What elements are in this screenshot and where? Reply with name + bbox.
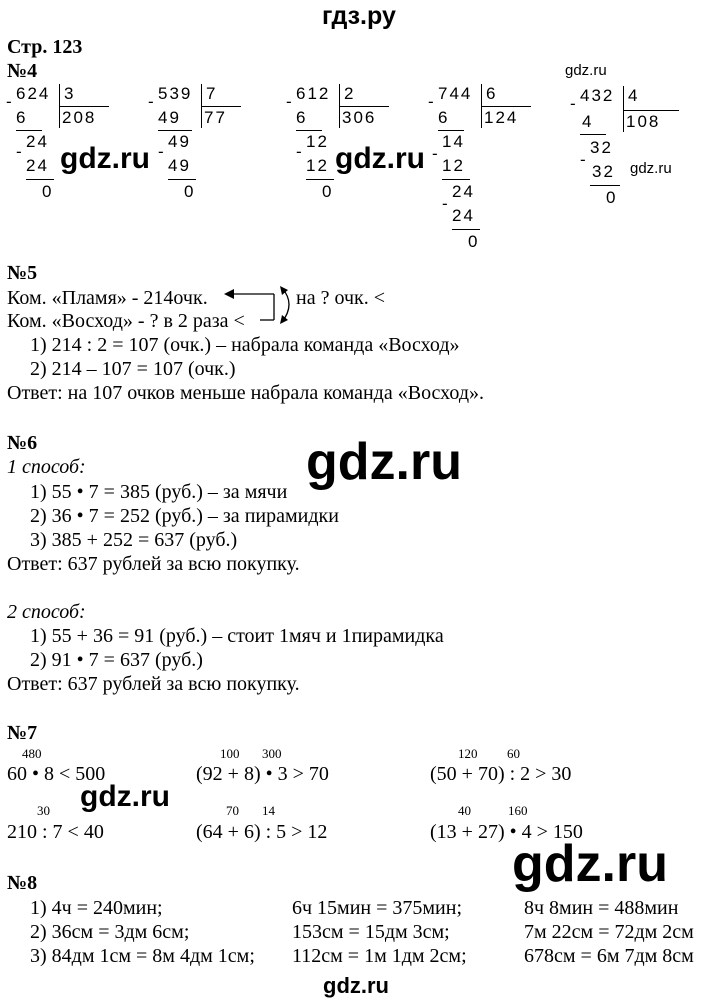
step: 32 (592, 162, 615, 181)
task7-title: №7 (7, 722, 38, 744)
quotient: 108 (626, 112, 661, 131)
dividend: 539 (158, 84, 193, 103)
note: 480 (22, 746, 42, 761)
task8-row2-col1: 2) 36см = 3дм 6см; (30, 921, 190, 943)
divisor: 7 (206, 84, 218, 103)
step: 24 (26, 132, 49, 151)
step: 6 (438, 108, 450, 127)
division-3: - 612 2 306 6 12 - 12 0 (286, 84, 396, 214)
step: 24 (452, 182, 475, 201)
quotient: 77 (204, 108, 227, 127)
step: 12 (442, 156, 465, 175)
step: 4 (582, 112, 594, 131)
quotient: 306 (342, 108, 377, 127)
site-header: гдз.ру (322, 2, 396, 30)
task5-title: №5 (7, 262, 38, 284)
step: 12 (306, 156, 329, 175)
task8-row3-col2: 112см = 1м 1дм 2см; (292, 945, 467, 967)
step: 6 (16, 108, 28, 127)
step: 0 (322, 182, 334, 201)
task6-way2-step-1: 1) 55 + 36 = 91 (руб.) – стоит 1мяч и 1пирамидка (30, 625, 444, 647)
division-2: - 539 7 77 49 49 - 49 0 (148, 84, 258, 214)
task6-way2-answer: Ответ: 637 рублей за всю покупку. (7, 673, 300, 695)
note: 14 (262, 803, 275, 818)
task5-line1: Ком. «Пламя» - 214очк. (7, 287, 208, 309)
dividend: 612 (296, 84, 331, 103)
step: 14 (442, 132, 465, 151)
division-1: - 624 3 208 6 24 - 24 0 (6, 84, 116, 214)
site-footer: gdz.ru (323, 973, 389, 998)
task8-row1-col1: 1) 4ч = 240мин; (30, 897, 163, 919)
dividend: 432 (580, 86, 615, 105)
note: 70 (226, 803, 239, 818)
task7-item-3: (50 + 70) : 2 > 30 (430, 763, 572, 785)
task7-item-4: 210 : 7 < 40 (7, 821, 104, 843)
note: 120 (458, 746, 478, 761)
division-4: - 744 6 124 6 14 - 12 24 - 24 0 (428, 84, 538, 259)
step: 49 (168, 132, 191, 151)
task8-row2-col3: 7м 22см = 72дм 2см (524, 921, 694, 943)
task4-title: №4 (7, 60, 38, 82)
task5-step-1: 1) 214 : 2 = 107 (очк.) – набрала команда «Восход» (30, 334, 460, 356)
divisor: 6 (486, 84, 498, 103)
task8-row3-col1: 3) 84дм 1см = 8м 4дм 1см; (30, 945, 255, 967)
watermark: gdz.ru (80, 780, 170, 813)
step: 0 (184, 182, 196, 201)
step: 0 (42, 182, 54, 201)
note: 300 (262, 746, 282, 761)
quotient: 208 (62, 108, 97, 127)
task6-title: №6 (7, 432, 38, 454)
dividend: 624 (16, 84, 51, 103)
task6-way1-label: 1 способ: (7, 456, 86, 478)
step: 6 (296, 108, 308, 127)
task6-way2-step-2: 2) 91 • 7 = 637 (руб.) (30, 649, 203, 671)
step: 12 (306, 132, 329, 151)
divisor: 4 (628, 86, 640, 105)
task5-line1-right: на ? очк. < (296, 287, 385, 309)
task8-title: №8 (7, 872, 38, 894)
step: 0 (606, 188, 618, 207)
task7-item-5: (64 + 6) : 5 > 12 (196, 821, 328, 843)
watermark: gdz.ru (565, 62, 607, 79)
step: 32 (590, 138, 613, 157)
watermark: gdz.ru (306, 433, 462, 491)
task6-way1-step-1: 1) 55 • 7 = 385 (руб.) – за мячи (30, 481, 288, 503)
task8-row2-col2: 153см = 15дм 3см; (292, 921, 450, 943)
divisor: 2 (344, 84, 356, 103)
step: 0 (468, 232, 480, 251)
dividend: 744 (438, 84, 473, 103)
watermark: gdz.ru (335, 142, 425, 175)
note: 100 (220, 746, 240, 761)
task7-item-2: (92 + 8) • 3 > 70 (196, 763, 329, 785)
watermark: gdz.ru (60, 142, 150, 175)
note: 160 (508, 803, 528, 818)
step: 49 (168, 156, 191, 175)
step: 24 (26, 156, 49, 175)
watermark: gdz.ru (512, 835, 668, 893)
note: 60 (507, 746, 520, 761)
task5-answer: Ответ: на 107 очков меньше набрала команда «Восход». (7, 382, 485, 404)
division-5: - 432 4 108 4 32 - 32 0 (570, 86, 680, 216)
watermark: gdz.ru (630, 160, 672, 177)
task5-step-2: 2) 214 – 107 = 107 (очк.) (30, 358, 236, 380)
task6-way1-step-3: 3) 385 + 252 = 637 (руб.) (30, 529, 238, 551)
task7-item-6: (13 + 27) • 4 > 150 (430, 821, 583, 843)
quotient: 124 (484, 108, 519, 127)
step: 24 (452, 206, 475, 225)
note: 40 (458, 803, 471, 818)
task6-way1-step-2: 2) 36 • 7 = 252 (руб.) – за пирамидки (30, 505, 339, 527)
divisor: 3 (64, 84, 76, 103)
task6-way1-answer: Ответ: 637 рублей за всю покупку. (7, 553, 300, 575)
task8-row3-col3: 678см = 6м 7дм 8см (524, 945, 694, 967)
task5-line2: Ком. «Восход» - ? в 2 раза < (7, 310, 245, 332)
task8-row1-col3: 8ч 8мин = 488мин (524, 897, 679, 919)
note: 30 (37, 803, 50, 818)
page-label: Стр. 123 (7, 36, 83, 58)
step: 49 (158, 108, 181, 127)
task8-row1-col2: 6ч 15мин = 375мин; (292, 897, 463, 919)
task6-way2-label: 2 способ: (7, 601, 86, 623)
task7-item-1: 60 • 8 < 500 (7, 763, 106, 785)
